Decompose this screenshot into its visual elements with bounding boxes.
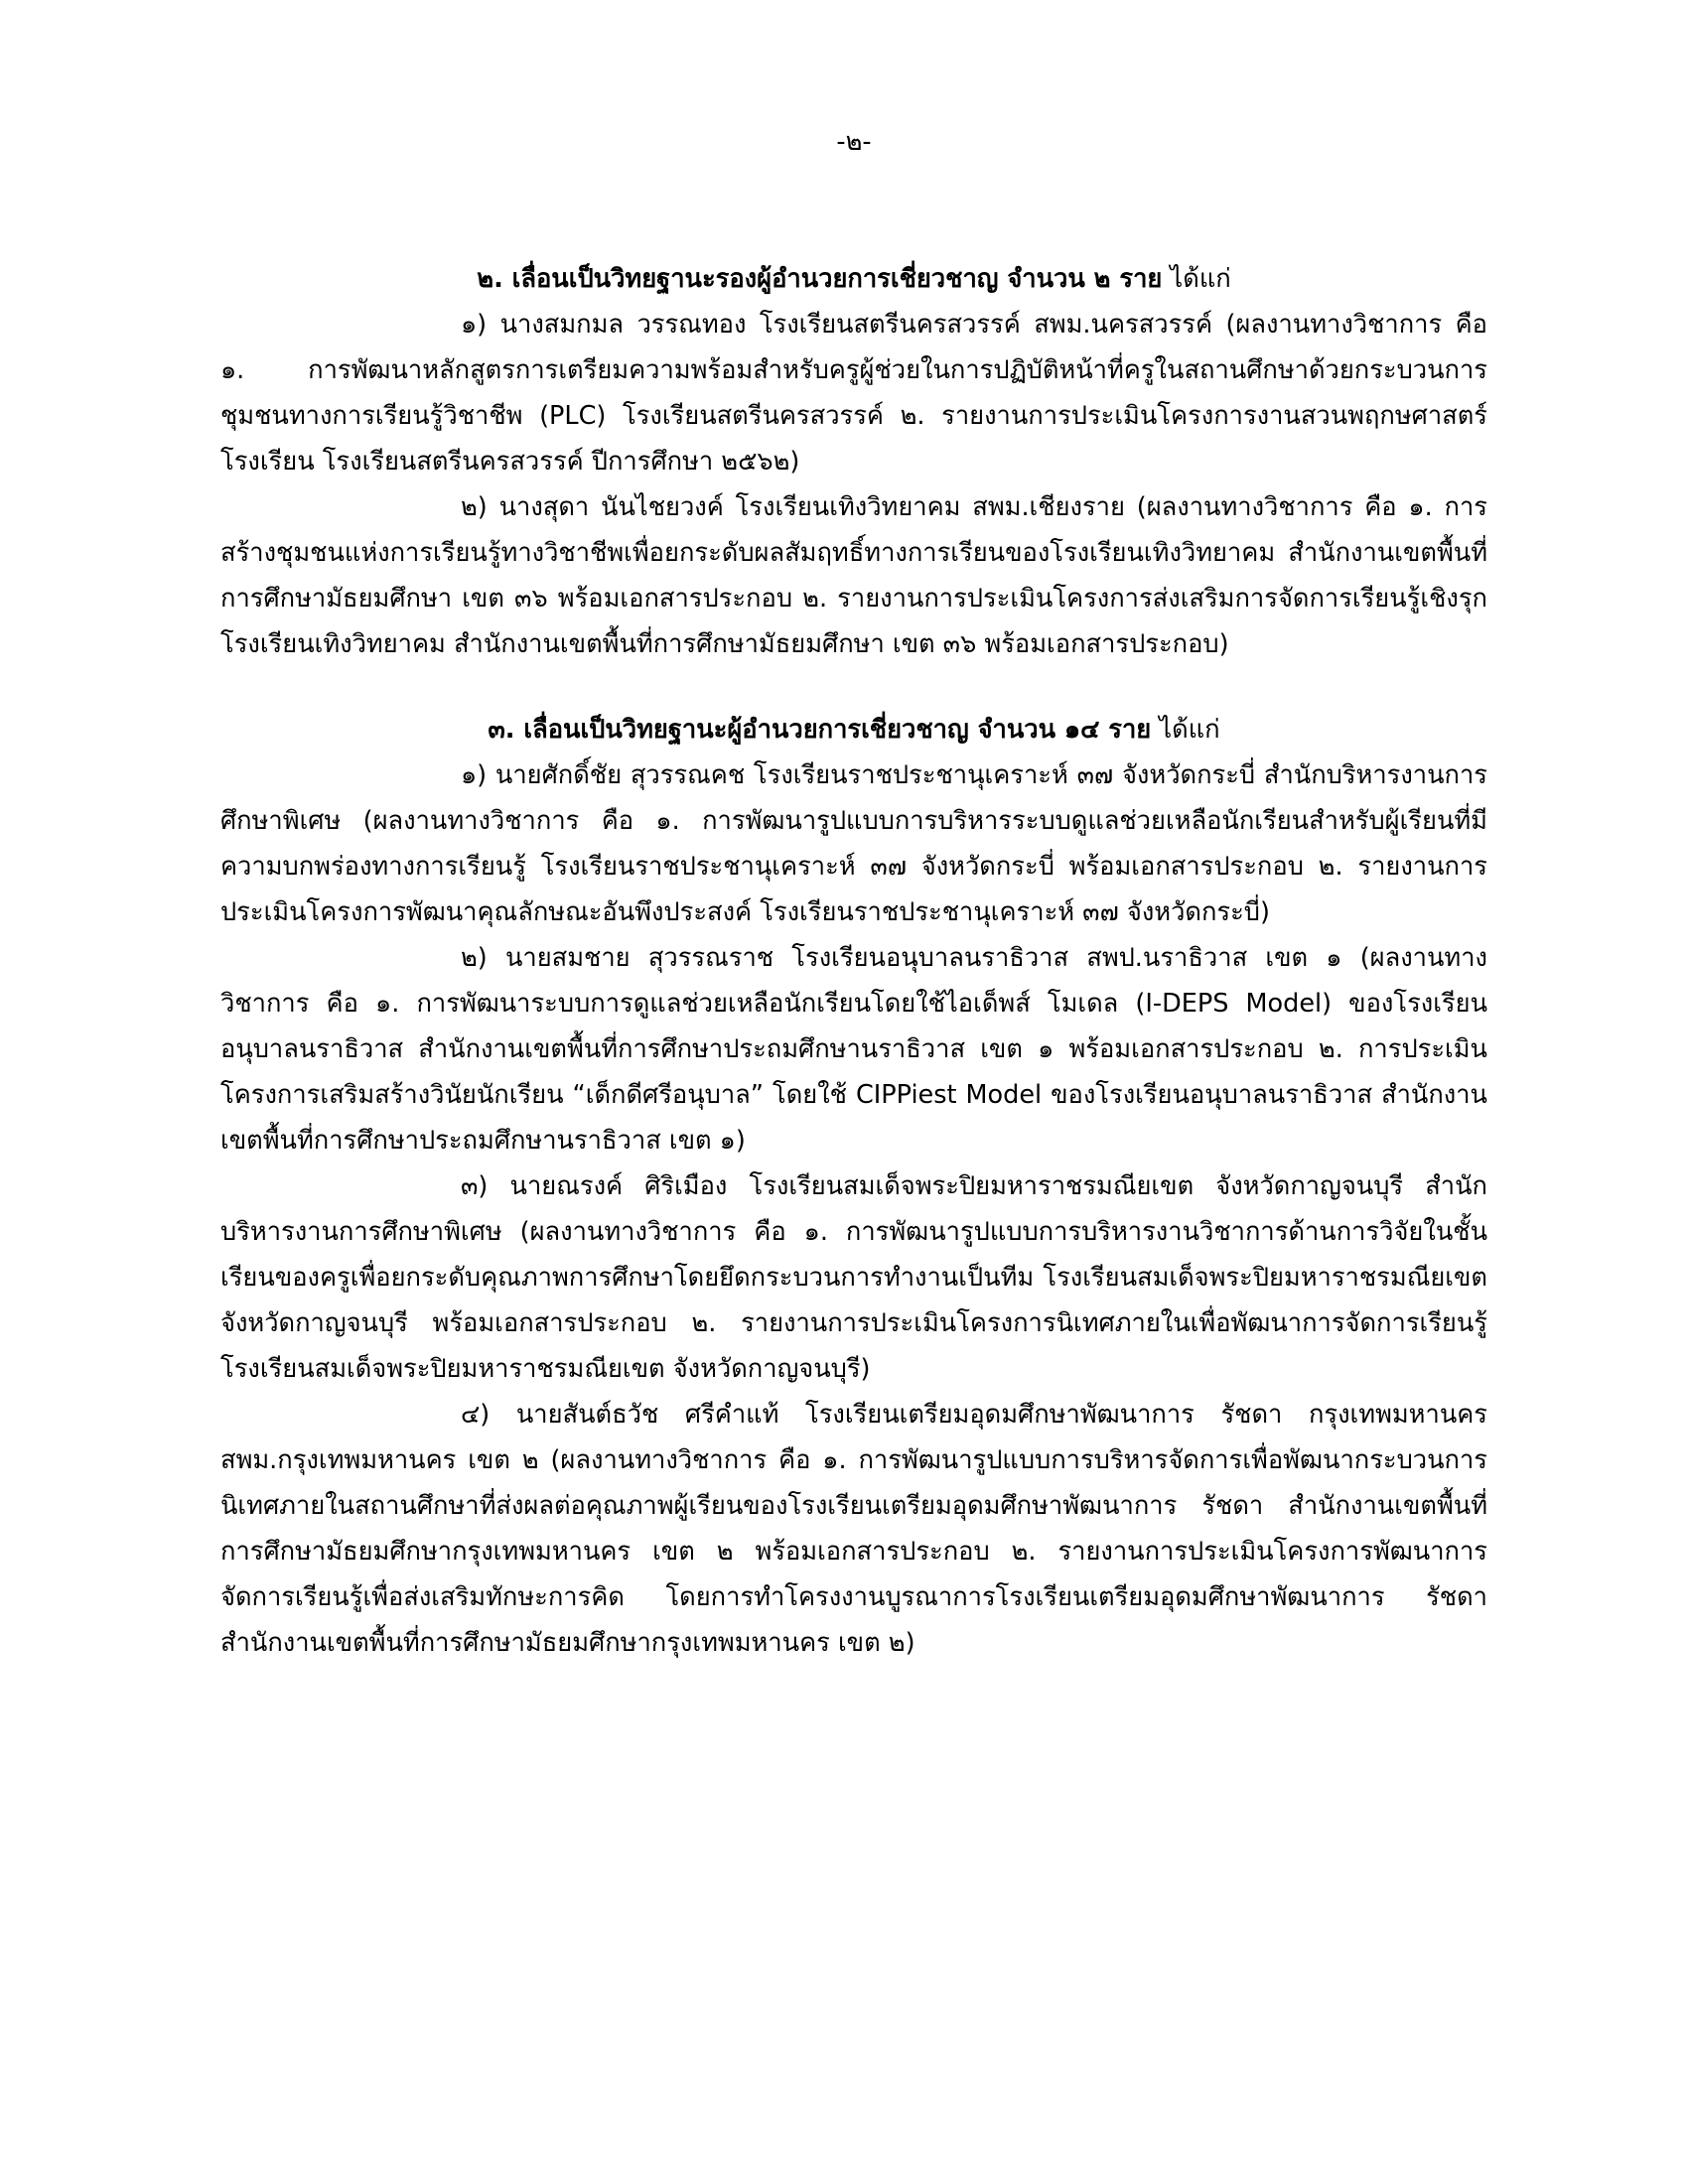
list-item: ๓) นายณรงค์ ศิริเมือง โรงเรียนสมเด็จพระปิยมหาราชรมณียเขต จังหวัดกาญจนบุรี สำนักบริหารงานการศึกษาพิเศษ (ผลงานทางวิชาการ คือ ๑. การพัฒนารูปแบบการบริหารงานวิชาการด้านการวิจัยในชั้นเรียนของครูเพื่อยกระดับคุณภาพการศึกษาโดยยึดกระบวนการทำงานเป็นทีม โรงเรียนสมเด็จพระปิยมหาราชรมณียเขต จังหวัดกาญจนบุรี พร้อมเอกสารประกอบ ๒. รายงานการประเมินโครงการนิเทศภายในเพื่อพัฒนาการจัดการเรียนรู้ โรงเรียนสมเด็จพระปิยมหาราชรมณียเขต จังหวัดกาญจนบุรี) — [220, 1171, 1487, 1384]
list-item: ๒) นางสุดา นันไชยวงค์ โรงเรียนเทิงวิทยาคม สพม.เชียงราย (ผลงานทางวิชาการ คือ ๑. การสร้างชุมชนแห่งการเรียนรู้ทางวิชาชีพเพื่อยกระดับผลสัมฤทธิ์ทางการเรียนของโรงเรียนเทิงวิทยาคม สำนักงานเขตพื้นที่การศึกษามัธยมศึกษา เขต ๓๖ พร้อมเอกสารประกอบ ๒. รายงานการประเมินโครงการส่งเสริมการจัดการเรียนรู้เชิงรุกโรงเรียนเทิงวิทยาคม สำนักงานเขตพื้นที่การศึกษามัธยมศึกษา เขต ๓๖ พร้อมเอกสารประกอบ) — [220, 492, 1487, 659]
section-heading-2-title: ๒. เลื่อนเป็นวิทยฐานะรองผู้อำนวยการเชี่ยวชาญ จำนวน ๒ ราย — [477, 264, 1163, 294]
page-number: -๒- — [836, 127, 872, 157]
list-item: ๒) นายสมชาย สุวรรณราช โรงเรียนอนุบาลนราธิวาส สพป.นราธิวาส เขต ๑ (ผลงานทางวิชาการ คือ ๑. การพัฒนาระบบการดูแลช่วยเหลือนักเรียนโดยใช้ไอเด็พส์ โมเดล (I-DEPS Model) ของโรงเรียนอนุบาลนราธิวาส สำนักงานเขตพื้นที่การศึกษาประถมศึกษานราธิวาส เขต ๑ พร้อมเอกสารประกอบ ๒. การประเมินโครงการเสริมสร้างวินัยนักเรียน “เด็กดีศรีอนุบาล” โดยใช้ CIPPiest Model ของโรงเรียนอนุบาลนราธิวาส สำนักงานเขตพื้นที่การศึกษาประถมศึกษานราธิวาส เขต ๑) — [220, 943, 1487, 1156]
section-spacer — [220, 667, 1487, 707]
section-heading-2 — [220, 256, 1487, 302]
section-heading-3 — [220, 707, 1487, 752]
list-item: ๑) นายศักดิ์ชัย สุวรรณคช โรงเรียนราชประชานุเคราะห์ ๓๗ จังหวัดกระบี่ สำนักบริหารงานการศึกษาพิเศษ (ผลงานทางวิชาการ คือ ๑. การพัฒนารูปแบบการบริหารระบบดูแลช่วยเหลือนักเรียนสำหรับผู้เรียนที่มีความบกพร่องทางการเรียนรู้ โรงเรียนราชประชานุเคราะห์ ๓๗ จังหวัดกระบี่ พร้อมเอกสารประกอบ ๒. รายงานการประเมินโครงการพัฒนาคุณลักษณะอันพึงประสงค์ โรงเรียนราชประชานุเคราะห์ ๓๗ จังหวัดกระบี่) — [220, 760, 1487, 927]
section-heading-3-suffix: ได้แก่ — [1151, 715, 1220, 745]
document-page — [220, 119, 1487, 1666]
list-item: ๔) นายสันต์ธวัช ศรีคำแท้ โรงเรียนเตรียมอุดมศึกษาพัฒนาการ รัชดา กรุงเทพมหานคร สพม.กรุงเทพมหานคร เขต ๒ (ผลงานทางวิชาการ คือ ๑. การพัฒนารูปแบบการบริหารจัดการเพื่อพัฒนากระบวนการนิเทศภายในสถานศึกษาที่ส่งผลต่อคุณภาพผู้เรียนของโรงเรียนเตรียมอุดมศึกษาพัฒนาการ รัชดา สำนักงานเขตพื้นที่การศึกษามัธยมศึกษากรุงเทพมหานคร เขต ๒ พร้อมเอกสารประกอบ ๒. รายงานการประเมินโครงการพัฒนาการจัดการเรียนรู้เพื่อส่งเสริมทักษะการคิด โดยการทำโครงงานบูรณาการโรงเรียนเตรียมอุดมศึกษาพัฒนาการ รัชดา สำนักงานเขตพื้นที่การศึกษามัธยมศึกษากรุงเทพมหานคร เขต ๒) — [220, 1400, 1487, 1658]
list-item: ๑) นางสมกมล วรรณทอง โรงเรียนสตรีนครสวรรค์ สพม.นครสวรรค์ (ผลงานทางวิชาการ คือ ๑. การพัฒนาหลักสูตรการเตรียมความพร้อมสำหรับครูผู้ช่วยในการปฏิบัติหน้าที่ครูในสถานศึกษาด้วยกระบวนการชุมชนทางการเรียนรู้วิชาชีพ (PLC) โรงเรียนสตรีนครสวรรค์ ๒. รายงานการประเมินโครงการงานสวนพฤกษศาสตร์โรงเรียน โรงเรียนสตรีนครสวรรค์ ปีการศึกษา ๒๕๖๒) — [220, 310, 1487, 477]
section-heading-2-suffix: ได้แก่ — [1162, 264, 1231, 294]
section-heading-3-title: ๓. เลื่อนเป็นวิทยฐานะผู้อำนวยการเชี่ยวชาญ จำนวน ๑๔ ราย — [488, 715, 1152, 745]
